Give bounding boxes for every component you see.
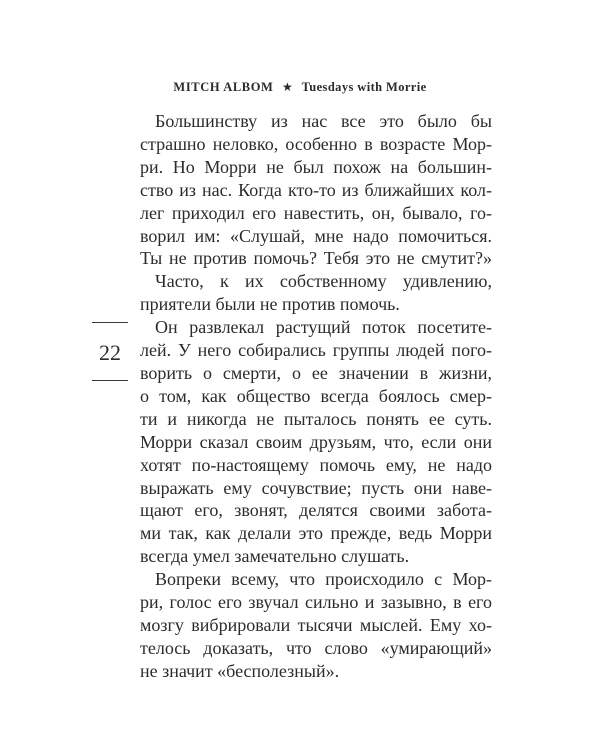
text-line: щают его, звонят, делятся своими забота- <box>140 500 492 521</box>
star-icon: ★ <box>281 80 294 94</box>
text-line: ри. Но Морри не был похож на большин- <box>140 156 492 177</box>
text-line: Большинству из нас все это было бы <box>155 111 492 131</box>
text-line: приятели были не против помочь. <box>140 294 400 315</box>
text-line: ворил им: «Слушай, мне надо помочиться. <box>140 225 492 246</box>
text-line: ми так, как делали это прежде, ведь Морри <box>140 523 492 544</box>
header-author: MITCH ALBOM <box>173 80 274 94</box>
page-folio <box>92 322 128 381</box>
paragraph <box>140 270 492 316</box>
text-line: выражать ему сочувствие; пусть они наве- <box>140 477 492 498</box>
text-line: лей. У него собирались группы людей пого- <box>140 340 492 361</box>
text-line: ти и никогда не пыталось понять ее суть. <box>140 408 492 429</box>
text-line: всегда умел замечательно слушать. <box>140 546 410 567</box>
running-head <box>0 80 600 95</box>
text-line: о том, как общество всегда боялось смер- <box>140 385 492 406</box>
text-line: Морри сказал своим друзьям, что, если они <box>140 431 492 452</box>
folio-bottom-rule <box>92 380 128 381</box>
text-line: страшно неловко, особенно в возрасте Мор- <box>140 133 492 154</box>
text-line: не значит «бесполезный». <box>140 660 340 681</box>
paragraph <box>140 316 492 568</box>
text-line: ри, голос его звучал сильно и зазывно, в его <box>140 592 492 613</box>
paragraph <box>140 110 492 270</box>
text-line: хотят по-настоящему помочь ему, не надо <box>140 454 492 475</box>
text-line: лег приходил его навестить, он, бывало, го- <box>140 202 492 223</box>
header-book-title: Tuesdays with Morrie <box>301 80 427 94</box>
page-number: 22 <box>99 340 121 365</box>
text-line: телось доказать, что слово «умирающий» <box>140 637 492 658</box>
text-line: ство из нас. Когда кто-то из ближайших кол- <box>140 179 492 200</box>
text-line: мозгу вибрировали тысячи мыслей. Ему хо- <box>140 614 492 635</box>
text-line: ворить о смерти, о ее значении в жизни, <box>140 362 492 383</box>
text-line: Ты не против помочь? Тебя это не смутит?» <box>140 248 492 269</box>
text-line: Часто, к их собственному удивлению, <box>155 271 492 292</box>
text-line: Вопреки всему, что происходило с Мор- <box>155 569 492 590</box>
text-line: Он развлекал растущий поток посетите- <box>155 317 492 338</box>
body-text <box>140 110 492 683</box>
paragraph <box>140 568 492 683</box>
